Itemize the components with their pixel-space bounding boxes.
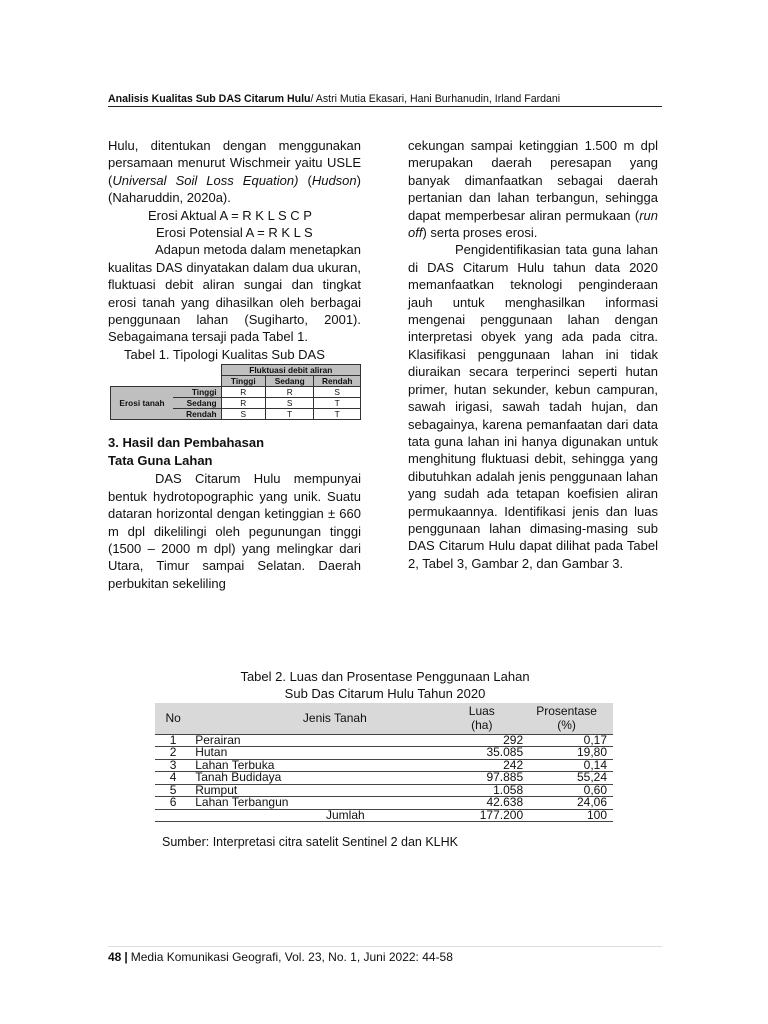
paragraph-usle: Hulu, ditentukan dengan menggunakan persamaan menurut Wischmeir yaitu USLE (Universal Soil Loss Equation) (Hudson) (Naharuddin, 2020a). (108, 138, 361, 206)
header-rule (108, 106, 662, 107)
table-row: 1 Perairan 292 0,17 (155, 734, 613, 747)
table1-cell: S (265, 398, 313, 409)
table1-cell: R (221, 398, 265, 409)
table1-row-label: Sedang (173, 398, 221, 409)
table1-cell: R (265, 387, 313, 398)
equation-erosi-aktual: Erosi Aktual A = R K L S C P (148, 207, 312, 223)
page-footer (108, 950, 453, 964)
table2-header-no: No (155, 703, 191, 734)
table1-cell: S (314, 387, 361, 398)
table2-total-row: Jumlah 177.200 100 (155, 809, 613, 822)
table2-source: Sumber: Interpretasi citra satelit Sentinel 2 dan KLHK (162, 835, 458, 849)
table2-caption-line1: Tabel 2. Luas dan Prosentase Penggunaan Lahan (240, 669, 530, 684)
table1 (110, 364, 361, 420)
table-row: 5 Rumput 1.058 0,60 (155, 784, 613, 797)
table2-header-luas: Luas (ha) (439, 703, 525, 734)
right-column (408, 137, 658, 572)
table1-cell: T (265, 409, 313, 420)
table2-caption (160, 668, 610, 702)
paragraph-cekungan: cekungan sampai ketinggian 1.500 m dpl merupakan daerah peresapan yang banyak dimanfaatkan sebagai daerah pertanian dan lahan terbangun, sehingga dapat memperbesar aliran permukaan (run off) serta proses erosi. (408, 138, 658, 241)
table1-row-group: Erosi tanah (111, 387, 174, 420)
footer-separator: | (124, 950, 128, 964)
paragraph-metoda: Adapun metoda dalam menetapkan kualitas DAS dinyatakan dalam dua ukuran, fluktuasi debit aliran sungai dan tingkat erosi tanah yang dihasilkan oleh berbagai penggunaan lahan (Sugiharto, 2001). Sebagaimana tersaji pada Tabel 1. (108, 242, 361, 345)
section-heading: 3. Hasil dan Pembahasan (108, 435, 265, 451)
table1-col-header: Rendah (314, 376, 361, 387)
paragraph-identifikasi: Pengidentifikasian tata guna lahan di DAS Citarum Hulu tahun data 2020 memanfaatkan teknologi penginderaan jauh untuk menghasilkan informasi mengenai penggunaan lahan dengan interpretasi obyek yang ada pada citra. Klasifikasi penggunaan lahan ini tidak diuraikan secara terperinci seperti hutan primer, hutan sekunder, kebun campuran, sawah irigasi, sawah tadah hujan, dan sebagainya, karena pemanfaatan dari data tata guna lahan ini hanya digunakan untuk menghitung fluktuasi debit, sehingga yang dibutuhkan adalah jenis penggunaan lahan yang sudah ada tetapan koefisien aliran permukaannya. Identifikasi jenis dan luas penggunaan lahan dimasing-masing sub DAS Citarum Hulu dapat dilihat pada Tabel 2, Tabel 3, Gambar 2, dan Gambar 3. (408, 242, 658, 571)
table1-col-header: Tinggi (221, 376, 265, 387)
table1-row-label: Tinggi (173, 387, 221, 398)
table2-header-prosentase: Prosentase (%) (525, 703, 613, 734)
table1-cell: T (314, 398, 361, 409)
table1-col-header: Sedang (265, 376, 313, 387)
table1-row-label: Rendah (173, 409, 221, 420)
table1-cell: T (314, 409, 361, 420)
paragraph-das-citarum: DAS Citarum Hulu mempunyai bentuk hydrotopographic yang unik. Suatu dataran horizontal dengan ketinggian ± 660 m dpl dikelilingi oleh pegunungan tinggi (1500 – 2000 m dpl) yang melingkar dari Utara, Timur sampai Selatan. Daerah perbukitan sekeliling (108, 471, 361, 591)
table-row: 2 Hutan 35.085 19,80 (155, 747, 613, 760)
table-row: 4 Tanah Budidaya 97.885 55,24 (155, 772, 613, 785)
journal-citation: Media Komunikasi Geografi, Vol. 23, No. 1, Juni 2022: 44-58 (130, 950, 453, 964)
table-row: 6 Lahan Terbangun 42.638 24,06 (155, 797, 613, 810)
table1-cell: R (221, 387, 265, 398)
table1-cell: S (221, 409, 265, 420)
running-header-title: Analisis Kualitas Sub DAS Citarum Hulu (108, 93, 311, 105)
table2-header-jenis: Jenis Tanah (191, 703, 439, 734)
table2-header-row (155, 703, 613, 734)
table1-group-header: Fluktuasi debit aliran (221, 365, 360, 376)
table1-caption: Tabel 1. Tipologi Kualitas Sub DAS (124, 346, 325, 362)
equation-erosi-potensial: Erosi Potensial A = R K L S (156, 225, 313, 241)
table2 (155, 703, 613, 822)
page-number: 48 (108, 950, 122, 964)
running-header (108, 93, 662, 106)
left-column (108, 137, 361, 592)
footer-rule (108, 946, 662, 947)
subsection-heading: Tata Guna Lahan (108, 453, 213, 469)
table-row: 3 Lahan Terbuka 242 0,14 (155, 759, 613, 772)
running-header-authors: / Astri Mutia Ekasari, Hani Burhanudin, Irland Fardani (310, 93, 561, 105)
table2-caption-line2: Sub Das Citarum Hulu Tahun 2020 (284, 686, 486, 701)
